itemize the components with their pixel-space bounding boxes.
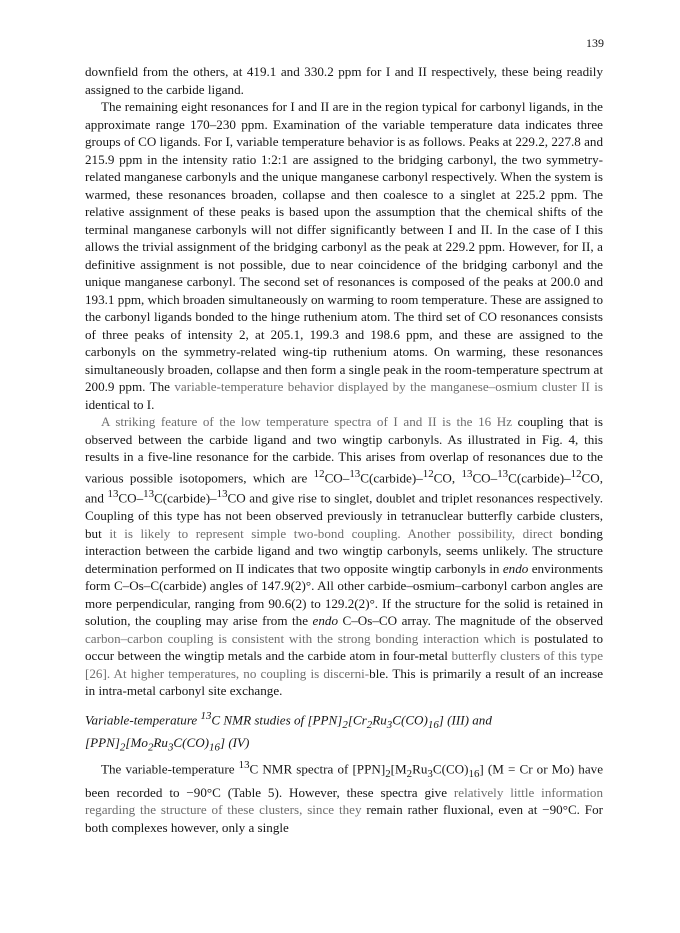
paragraph-carbonyl-resonances: The remaining eight resonances for I and II are in the region typical for carbonyl ligands, in the approximate range 170–230 ppm. Examination of the variable temperature data indicates three groups of CO ligands. For I, variable temperature behavior is as follows. Peaks at 229.2, 227.8 and 215.9 ppm in the intensity ratio 1:2:1 are assigned to the bridging carbonyl, the two symmetry-related manganese carbonyls and the unique manganese carbonyl respectively. When the system is warmed, these resonances broaden, collapse and then coalesce to a singlet at 225.2 ppm. The relative assignment of these peaks is based upon the assumption that the chemical shifts of the terminal manganese carbonyls will not differ significantly between I and II. In the case of I this allows the trivial assignment of the bridging carbonyl as the peak at 229.2 ppm. However, for II, a definitive assignment is not possible, due to near coincidence of the bridging carbonyl and the unique manganese carbonyl. The second set of resonances is composed of the peaks at 200.0 and 193.1 ppm, which broaden simultaneously on warming to room temperature. These are assigned to the carbonyl ligands bonded to the hinge ruthenium atom. The third set of CO resonances consists of three peaks of intensity 2, at 205.1, 199.3 and 198.6 ppm, and these are assigned to the carbonyls on the symmetry-related wing-tip ruthenium atoms. On warming, these resonances simultaneously broaden, collapse and then form a single peak in the room-temperature spectrum at 200.9 ppm. The variable-temperature behavior displayed by the manganese–osmium cluster II is identical to I. — [85, 99, 603, 412]
section-heading: Variable-temperature $^{13}$C NMR studies of $[PPN]_2[Cr_2Ru_3C(CO)_{16}]$ (III) and $[PPN]_2[Mo_2Ru_3C(CO)_{16}]$ (IV) — [85, 709, 492, 754]
paragraph-coupling: A striking feature of the low temperature spectra of I and II is the 16 Hz coupling that is observed between the carbide ligand and two wingtip carbonyls. As illustrated in Fig. 4, this results in a five-line resonance for the carbide. This arises from overlap of resonances due to the various possible isotopomers, which are $^{12}$CO–$^{13}$C(carbide)–$^{12}$CO, $^{13}$CO–$^{13}$C(carbide)–$^{12}$CO, and $^{13}$CO–$^{13}$C(carbide)–$^{13}$CO and give rise to singlet, doublet and triplet resonances respectively. Coupling of this type has not been observed previously in tetranuclear butterfly carbide clusters, but it is likely to represent simple two-bond coupling. Another possibility, direct bonding interaction between the carbide ligand and two wingtip carbonyls, seems unlikely. The structure determination performed on II indicates that two opposite wingtip carbonyls in endo environments form C–Os–C(carbide) angles of 147.9(2)°. All other carbide–osmium–carbonyl carbon angles are more perpendicular, ranging from 90.6(2) to 129.2(2)°. If the structure for the solid is retained in solution, the coupling may arise from the endo C–Os–CO array. The magnitude of the observed carbon–carbon coupling is consistent with the strong bonding interaction which is postulated to occur between the wingtip metals and the carbide atom in four-metal butterfly clusters of this type [26]. At higher temperatures, no coupling is discerni-ble. This is primarily a result of an increase in intra-metal carbonyl site exchange. — [85, 414, 604, 699]
page-number: 139 — [586, 36, 604, 50]
paragraph-continuation: downfield from the others, at 419.1 and 330.2 ppm for I and II respectively, these being readily assigned to the carbide ligand. — [85, 64, 603, 97]
body-text — [85, 63, 603, 836]
paragraph-final: The variable-temperature $^{13}$C NMR spectra of $[PPN]_2[M_2Ru_3C(CO)_{16}] (M = Cr$ or Mo) have been recorded to −90°C (Table 5). However, these spectra give relatively little information regarding the structure of these clusters, since they remain rather fluxional, even at −90°C. For both complexes however, only a single — [85, 759, 604, 835]
